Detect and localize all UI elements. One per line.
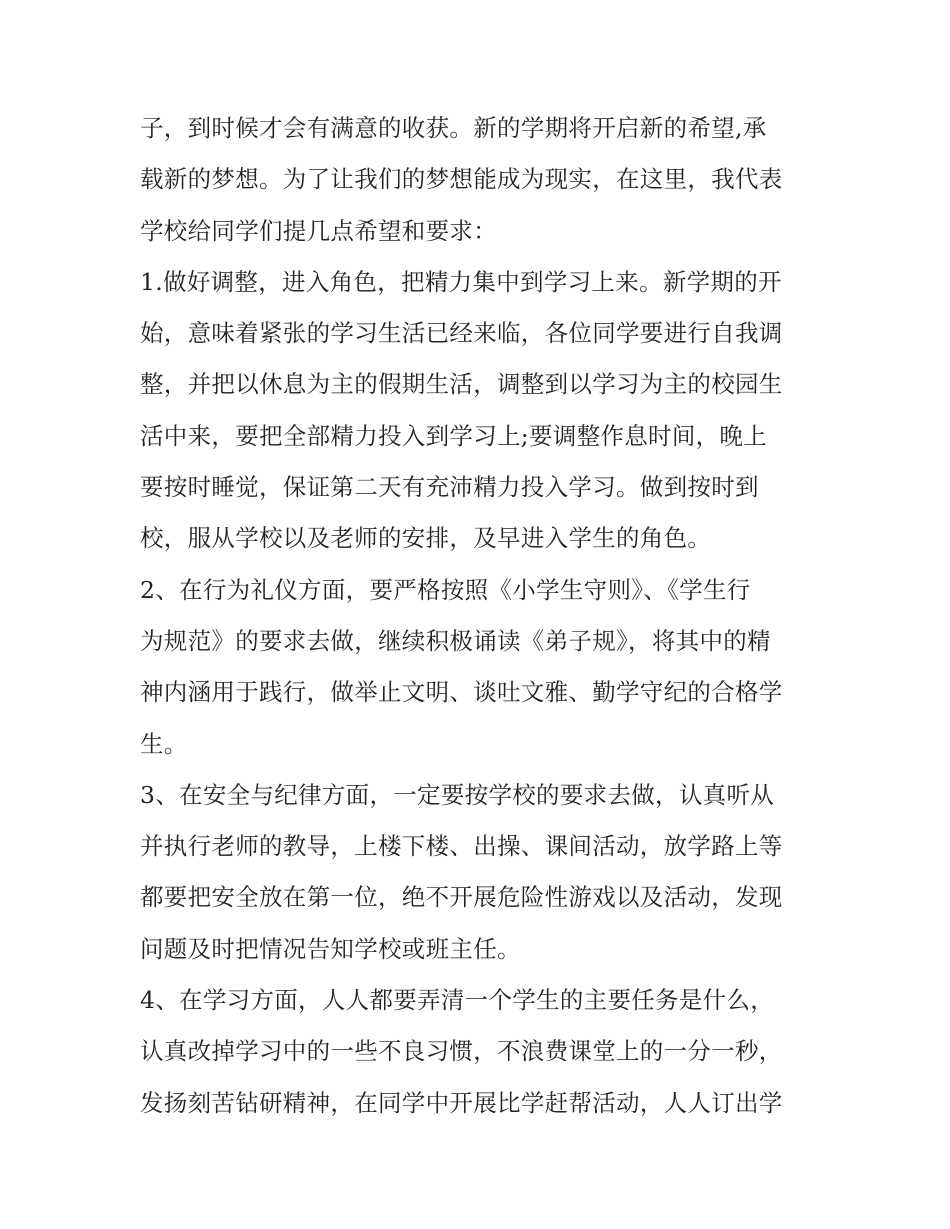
text-line: 载新的梦想。为了让我们的梦想能成为现实，在这里，我代表 (140, 165, 783, 194)
text-line: 2、在行为礼仪方面，要严格按照《小学生守则》、《学生行 (140, 575, 751, 604)
text-line: 认真改掉学习中的一些不良习惯，不浪费课堂上的一分一秒， (140, 1037, 783, 1066)
text-line: 为规范》的要求去做，继续积极诵读《弟子规》，将其中的精 (140, 626, 771, 655)
text-line: 生。 (140, 729, 188, 758)
text-line: 发扬刻苦钻研精神，在同学中开展比学赶帮活动，人人订出学 (140, 1088, 783, 1117)
text-line: 校，服从学校以及老师的安排，及早进入学生的角色。 (140, 524, 712, 553)
text-line: 并执行老师的教导，上楼下楼、出操、课间活动，放学路上等 (140, 832, 783, 861)
text-line: 1.做好调整，进入角色，把精力集中到学习上来。新学期的开 (140, 267, 782, 296)
text-line: 子，到时候才会有满意的收获。新的学期将开启新的希望,承 (140, 114, 767, 142)
text-line: 学校给同学们提几点希望和要求： (140, 216, 497, 245)
body-text (140, 103, 830, 1129)
text-line: 问题及时把情况告知学校或班主任。 (140, 934, 521, 963)
text-line: 要按时睡觉，保证第二天有充沛精力投入学习。做到按时到 (140, 473, 759, 502)
text-line: 4、在学习方面，人人都要弄清一个学生的主要任务是什么， (140, 986, 775, 1015)
text-line: 整，并把以休息为主的假期生活，调整到以学习为主的校园生 (140, 370, 783, 399)
text-line: 始，意味着紧张的学习生活已经来临，各位同学要进行自我调 (140, 319, 783, 348)
text-line: 神内涵用于践行，做举止文明、谈吐文雅、勤学守纪的合格学 (140, 678, 783, 707)
text-line: 都要把安全放在第一位，绝不开展危险性游戏以及活动，发现 (140, 883, 783, 912)
text-line: 活中来，要把全部精力投入到学习上;要调整作息时间，晚上 (140, 421, 768, 450)
text-line: 3、在安全与纪律方面，一定要按学校的要求去做，认真听从 (140, 780, 775, 809)
